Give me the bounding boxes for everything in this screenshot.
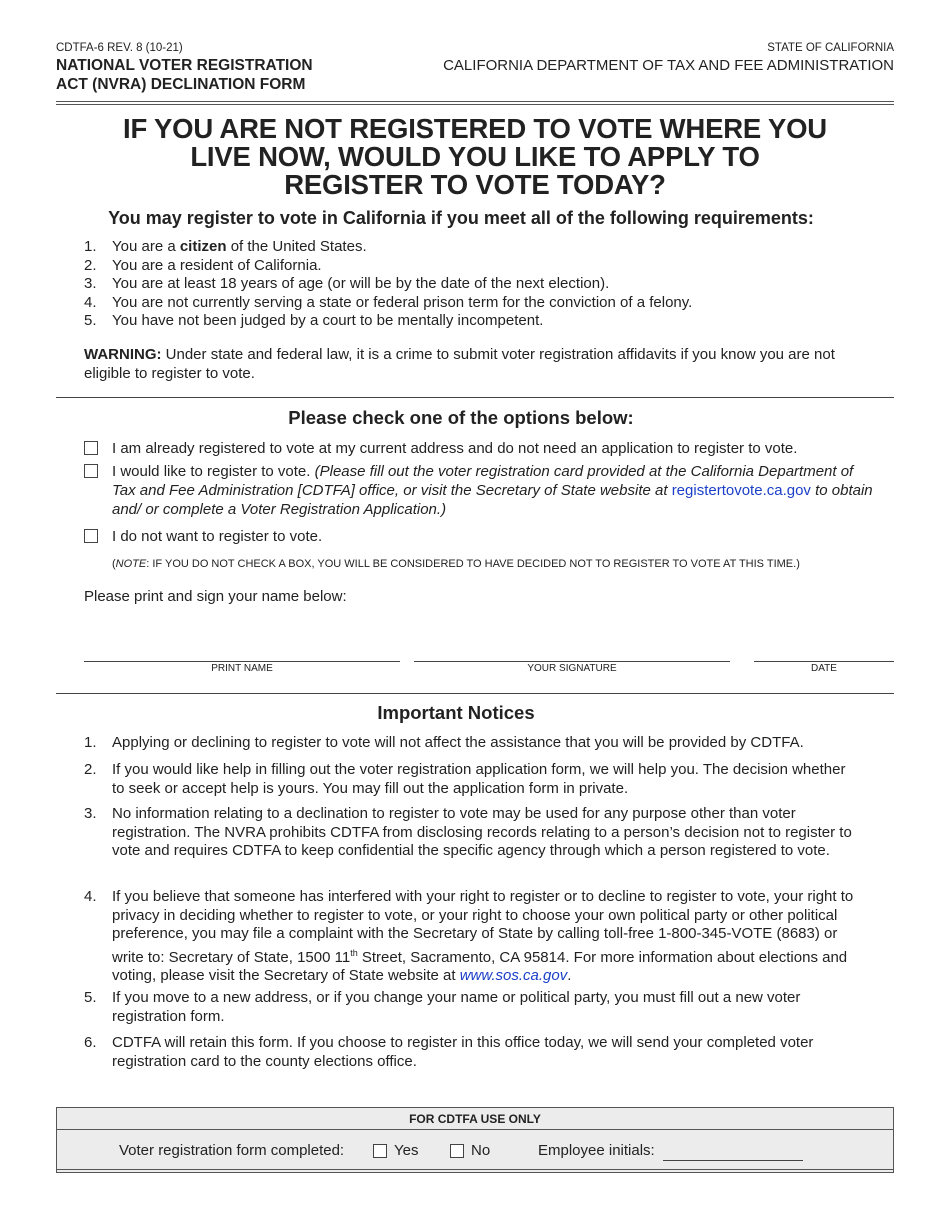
title-line2: LIVE NOW, WOULD YOU LIKE TO APPLY TO <box>190 141 760 172</box>
employee-initials-field[interactable] <box>663 1160 803 1161</box>
notice-text: If you believe that someone has interfered with your right to register or to decline to register to vote, your right to privacy in deciding whether to register to vote, or your right to choose your own political party or other political preference, you may file a complaint with the Secretary of State by calling toll-free 1-800-345-VOTE (8683) or write to: Secretary of State, 1500 11th Street, Sacramento, CA 95814. For more information about elections and voting, please visit the Secretary of State website at www.sos.ca.gov. <box>112 888 854 984</box>
checkbox-already-registered[interactable] <box>84 441 98 455</box>
title-line1: IF YOU ARE NOT REGISTERED TO VOTE WHERE YOU <box>123 113 827 144</box>
form-header-left <box>56 42 313 94</box>
warning-label: WARNING: <box>84 346 162 363</box>
note-text: (NOTE: IF YOU DO NOT CHECK A BOX, YOU WILL BE CONSIDERED TO HAVE DECIDED NOT TO REGISTER TO VOTE AT THIS TIME.) <box>112 558 800 570</box>
date-field[interactable] <box>754 661 894 662</box>
list-item <box>84 989 854 1026</box>
notice-text: CDTFA will retain this form. If you choose to register in this office today, we will send your completed voter registration card to the county elections office. <box>112 1034 814 1070</box>
notice-text: If you would like help in filling out the voter registration application form, we will help you. The decision whether to seek or accept help is yours. You may fill out the application form in private. <box>112 761 846 797</box>
option-label: I am already registered to vote at my current address and do not need an application to register to vote. <box>112 440 798 457</box>
requirement-text: You have not been judged by a court to be mentally incompetent. <box>112 312 544 330</box>
list-item <box>84 294 884 313</box>
list-item <box>84 734 854 753</box>
list-item <box>84 312 884 331</box>
list-number: 5. <box>84 989 97 1006</box>
requirement-text: You are at least 18 years of age (or will be by the date of the next election). <box>112 275 610 293</box>
checkbox-do-not-register[interactable] <box>84 529 98 543</box>
checkbox-no[interactable] <box>450 1144 464 1158</box>
department-name: CALIFORNIA DEPARTMENT OF TAX AND FEE ADMINISTRATION <box>443 57 894 74</box>
yes-option <box>373 1142 418 1159</box>
requirements-subtitle: You may register to vote in California if you meet all of the following requirements: <box>108 208 814 228</box>
title-line3: REGISTER TO VOTE TODAY? <box>284 169 666 200</box>
form-header-right <box>443 42 894 74</box>
page-title <box>56 115 894 199</box>
print-name-label: PRINT NAME <box>211 663 273 674</box>
signature-label: YOUR SIGNATURE <box>527 663 617 674</box>
list-number: 4. <box>84 293 97 311</box>
form-code: CDTFA-6 REV. 8 (10-21) <box>56 42 183 54</box>
form-name-line2: ACT (NVRA) DECLINATION FORM <box>56 76 306 93</box>
no-label: No <box>471 1142 491 1159</box>
options-heading: Please check one of the options below: <box>288 407 634 428</box>
notices-title: Important Notices <box>377 702 535 723</box>
cdtfa-use-heading: FOR CDTFA USE ONLY <box>57 1108 893 1130</box>
requirement-text: You are not currently serving a state or federal prison term for the conviction of a felony. <box>112 293 693 311</box>
list-number: 3. <box>84 275 97 293</box>
section-divider <box>56 397 894 398</box>
requirements-list <box>84 238 884 331</box>
section-divider <box>56 693 894 694</box>
list-item <box>84 761 854 798</box>
notice-text: No information relating to a declination to register to vote may be used for any purpose other than voter registration. The NVRA prohibits CDTFA from disclosing records relating to a person’s decision not to register to vote and requires CDTFA to keep confidential the specific agency through which a person registered to vote. <box>112 805 852 859</box>
cdtfa-use-box <box>56 1107 894 1173</box>
form-name <box>56 56 313 94</box>
form-name-line1: NATIONAL VOTER REGISTRATION <box>56 57 313 74</box>
option-do-not-register <box>84 527 874 546</box>
option-label: I do not want to register to vote. <box>112 528 323 545</box>
notice-text: Applying or declining to register to vote will not affect the assistance that you will be provided by CDTFA. <box>112 734 804 751</box>
requirement-text: You are a citizen of the United States. <box>112 238 367 255</box>
completed-label: Voter registration form completed: <box>119 1142 345 1159</box>
list-item <box>84 805 854 861</box>
print-sign-instruction: Please print and sign your name below: <box>84 588 347 605</box>
requirement-text: You are a resident of California. <box>112 256 322 274</box>
list-number: 4. <box>84 888 97 905</box>
print-name-field[interactable] <box>84 661 400 662</box>
list-item <box>84 275 884 294</box>
registertovote-link[interactable]: registertovote.ca.gov <box>671 482 811 499</box>
list-number: 3. <box>84 805 97 822</box>
list-item <box>84 888 854 986</box>
employee-initials-label: Employee initials: <box>538 1142 655 1159</box>
option-register <box>84 462 874 519</box>
list-number: 2. <box>84 256 97 274</box>
header-divider <box>56 101 894 105</box>
notice-text: If you move to a new address, or if you change your name or political party, you must fill out a new voter registration form. <box>112 989 801 1025</box>
checkbox-register[interactable] <box>84 464 98 478</box>
warning-text: WARNING: Under state and federal law, it is a crime to submit voter registration affidavits if you know you are not eligible to register to vote. <box>84 346 835 382</box>
list-item <box>84 257 884 276</box>
date-label: DATE <box>811 663 837 674</box>
list-number: 2. <box>84 761 97 778</box>
cdtfa-use-body <box>57 1130 893 1170</box>
list-number: 1. <box>84 238 97 255</box>
sos-website-link[interactable]: www.sos.ca.gov <box>459 967 568 984</box>
yes-label: Yes <box>394 1142 419 1159</box>
option-already-registered <box>84 439 874 458</box>
checkbox-yes[interactable] <box>373 1144 387 1158</box>
option-label: I would like to register to vote. (Please fill out the voter registration card provided at the California Department of Tax and Fee Administration [CDTFA] office, or visit the Secretary of State website at registertovote.ca.gov to obtain and/ or complete a Voter Registration Application.) <box>112 463 873 518</box>
no-option <box>450 1142 490 1159</box>
list-number: 6. <box>84 1034 97 1051</box>
list-number: 1. <box>84 734 97 751</box>
list-item <box>84 238 884 257</box>
list-number: 5. <box>84 312 97 330</box>
list-item <box>84 1034 854 1071</box>
signature-field[interactable] <box>414 661 730 662</box>
state-label: STATE OF CALIFORNIA <box>767 42 894 54</box>
